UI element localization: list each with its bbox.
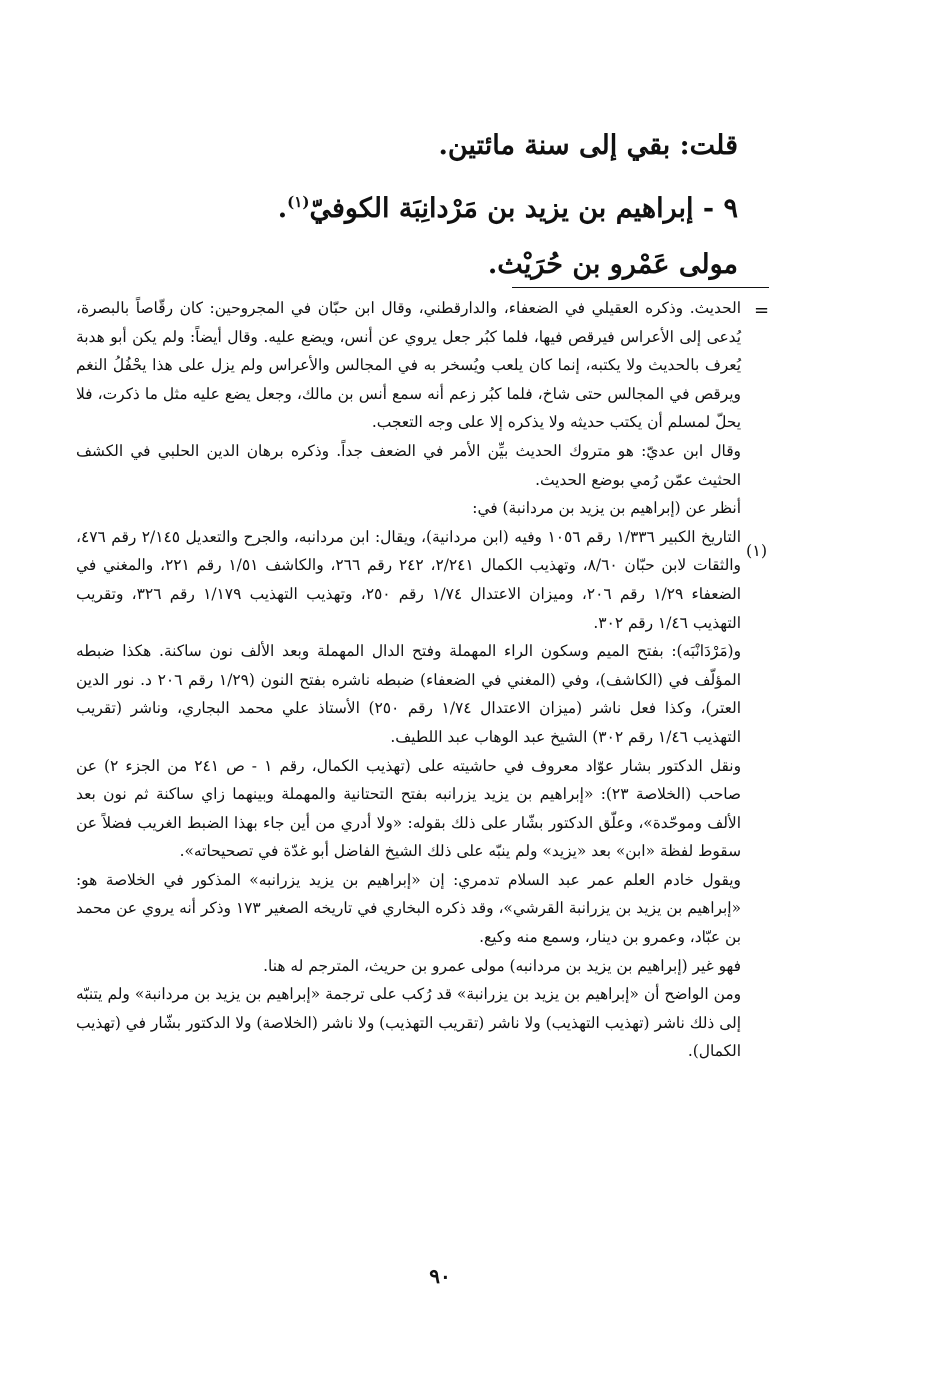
footnote-ref: (١) bbox=[287, 193, 310, 211]
footnote-paragraph: ويقول خادم العلم عمر عبد السلام تدمري: إن «إبراهيم بن يزيد يزرانبه» المذكور في الخلاصة هو: «إبراهيم بن يزيد بن يزرانبة القرشي»، وقد ذكره البخاري في تاريخه الصغير ١٧٣ وذكر أنه يروي عن محمد بن عبّاد، وعمرو بن دينار، وسمع منه وكيع. bbox=[76, 870, 741, 947]
footnote-separator bbox=[512, 287, 769, 288]
entry-heading-end: . bbox=[277, 193, 288, 224]
main-line-3: مولى عَمْرو بن حُرَيْث. bbox=[487, 249, 738, 280]
footnote-marker: (١) bbox=[746, 541, 768, 560]
footnote-paragraph: أنظر عن (إبراهيم بن يزيد بن مردانبة) في: bbox=[472, 499, 741, 518]
main-line-1: قلت: بقي إلى سنة مائتين. bbox=[438, 130, 738, 161]
page-number: ٩٠ bbox=[429, 1264, 451, 1288]
entry-heading bbox=[138, 174, 738, 237]
entry-heading-text: ٩ - إبراهيم بن يزيد بن مَرْدانِبَة الكوفيّ bbox=[309, 193, 738, 224]
continuation-mark: = bbox=[754, 300, 770, 321]
footnote-paragraph: فهو غير (إبراهيم بن يزيد بن مردانبه) مولى عمرو بن حريث، المترجم له هنا. bbox=[263, 956, 741, 975]
footnote-paragraph: ومن الواضح أن «إبراهيم بن يزيد بن يزرانبة» قد رُكب على ترجمة «إبراهيم بن يزيد بن مردانبة» ولم يتنبّه إلى ذلك ناشر (تهذيب التهذيب) ولا ناشر (تقريب التهذيب) ولا ناشر (الخلاصة) ولا الدكتور بشّار في (تهذيب الكمال). bbox=[76, 985, 741, 1061]
footnote-paragraph: وقال ابن عديّ: هو متروك الحديث بيِّن الأمر في الضعف جداً. وذكره برهان الدين الحلبي في الكشف الحثيث عمّن رُمي بوضع الحديث. bbox=[76, 441, 741, 489]
footnotes bbox=[76, 294, 741, 1066]
footnote-paragraph: ونقل الدكتور بشار عوّاد معروف في حاشيته على (تهذيب الكمال، رقم ١ - ص ٢٤١ من الجزء ٢) عن صاحب (الخلاصة ٢٣): «إبراهيم بن يزيد يزرانبه بفتح التحتانية والمهملة وبينهما زاي ساكنة ثم نون بعد الألف وموحّدة»، وعلّق الدكتور بشّار على ذلك بقوله: «ولا أدري من أين جاء بهذا الضبط الغريب فضلاً عن سقوط لفظة «ابن» بعد «يزيد» ولم ينبّه على ذلك الشيخ الفاضل أبو غدّة في تصحيحاته». bbox=[76, 756, 742, 861]
footnote-paragraph: التاريخ الكبير ١/٣٣٦ رقم ١٠٥٦ وفيه (ابن مردانية)، ويقال: ابن مردانبه، والجرح والتعديل ٢/١٤٥ رقم ٤٧٦، والثقات لابن حبّان ٨/٦٠، وتهذيب الكمال ٢/٢٤١، ٢٤٢ رقم ٢٦٦، والكاشف ١/٥١ رقم ٢٢١، والمغني في الضعفاء ١/٢٩ رقم ٢٠٦، وميزان الاعتدال ١/٧٤ رقم ٢٥٠، وتهذيب التهذيب ١/١٧٩ رقم ٣٢٦، وتقريب التهذيب ١/٤٦ رقم ٣٠٢. bbox=[76, 527, 741, 632]
main-text bbox=[138, 118, 738, 293]
footnote-paragraph: الحديث. وذكره العقيلي في الضعفاء، والدارقطني، وقال ابن حبّان في المجروحين: كان رقّاصاً بالبصرة، يُدعى إلى الأعراس فيرقص فيها، فلما كبُر جعل يروي عن أنس، ويضع عليه. وقال أيضاً: ولم يكن أبو هدبة يُعرف بالحديث ولا يكتبه، إنما كان يلعب ويُسخر به في المجالس والأعراس ولم يزل على هذا يحْفُلُ النغم ويرقص في المجالس حتى شاخ، فلما كبُر زعم أنه سمع أنس بن مالك، وجعل يضع عليه مثل ما ذكرت، فلا يحلّ لمسلم أن يكتب حديثه ولا يذكره إلا على وجه التعجب. bbox=[76, 299, 741, 432]
footnote-paragraph: و(مَرْدَانْبَه): بفتح الميم وسكون الراء المهملة وفتح الدال المهملة وبعد الألف نون ساكنة. هكذا ضبطه المؤلّف في (الكاشف)، وفي (المغني في الضعفاء) ضبطه ناشره بفتح النون (١/٢٩ رقم ٢٠٦ د. نور الدين العتر)، وكذا فعل ناشر (ميزان الاعتدال ١/٧٤ رقم ٢٥٠) الأستاذ علي محمد البجاري، وناشر (تقريب التهذيب ١/٤٦ رقم ٣٠٢) الشيخ عبد الوهاب عبد اللطيف. bbox=[76, 642, 741, 746]
